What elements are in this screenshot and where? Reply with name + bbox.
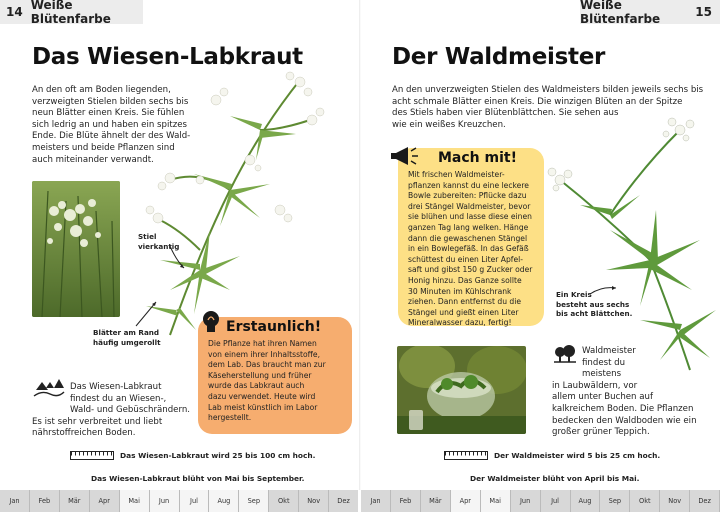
intro-line: An den unverzweigten Stielen des Waldmeisters bilden jeweils sechs bis	[392, 85, 704, 95]
activity-line: schüttest du einen Liter Apfel-	[408, 254, 524, 264]
intro-line: verzweigten Stielen bilden sechs bis	[32, 96, 189, 107]
habitat-line: meistens	[582, 369, 622, 380]
fact-line: wurde das Labkraut auch	[208, 381, 305, 391]
intro-line: auch miteinander verwandt.	[32, 154, 154, 165]
activity-line: 30 Minuten im Kühlschrank	[408, 286, 512, 296]
fact-line: von einem ihrer Inhaltsstoffe,	[208, 349, 320, 359]
habitat-line: Das Wiesen-Labkraut	[70, 382, 162, 392]
month-cell: Aug	[571, 490, 601, 512]
habitat-text	[552, 346, 697, 439]
page-number: 15	[695, 5, 712, 19]
habitat-line: Waldmeister	[582, 346, 636, 356]
habitat-line: bedecken den Waldboden wie ein	[552, 415, 697, 426]
activity-line: Mineralwasser dazu, fertig!	[408, 318, 512, 328]
intro-line: An den oft am Boden liegenden,	[32, 85, 171, 95]
month-cell: Sep	[239, 490, 269, 512]
intro-line: sich ledrig an und haben ein spitzes	[32, 119, 187, 130]
label-line: Blätter am Rand	[93, 328, 160, 337]
bedstraw-illustration	[140, 70, 330, 340]
month-cell: Jul	[180, 490, 210, 512]
intro-line: neun Blätter einen Kreis. Sie fühlen	[32, 108, 185, 119]
size-info	[444, 451, 660, 460]
month-cell: Apr	[90, 490, 120, 512]
fact-line: Lab meist künstlich im Labor	[208, 402, 318, 412]
activity-line: Mit frischen Waldmeister-	[408, 170, 505, 179]
label-line: vierkantig	[138, 241, 180, 251]
month-cell: Feb	[391, 490, 421, 512]
month-cell: Mär	[60, 490, 90, 512]
activity-line: pflanzen kannst du eine leckere	[408, 180, 529, 190]
habitat-line: Es ist sehr verbreitet und liebt	[32, 416, 163, 427]
fact-line: dem Lab. Das braucht man zur	[208, 360, 326, 370]
activity-line: Stängel und gießt einen Liter	[408, 307, 519, 317]
month-cell: Feb	[30, 490, 60, 512]
ruler-icon	[444, 451, 488, 460]
label-line: besteht aus sechs	[556, 299, 630, 309]
activity-line: in ein Bowlegefäß. In das Gefäß	[408, 244, 529, 254]
fact-line: hergestellt.	[208, 413, 252, 423]
month-cell: Okt	[630, 490, 660, 512]
pointer-arrow-icon	[134, 298, 160, 328]
activity-line: sie blühen und lasse diese einen	[408, 212, 532, 222]
habitat-text	[32, 382, 190, 440]
label-line: häufig umgerollt	[93, 337, 161, 347]
running-head-text: Weiße Blütenfarbe	[30, 0, 111, 26]
page-title: Das Wiesen-Labkraut	[32, 44, 303, 70]
intro-line: wie ein weißes Kreuzchen.	[392, 119, 506, 130]
fact-line: Käseherstellung und früher	[208, 370, 312, 380]
label-line: Stiel	[138, 232, 157, 241]
label-line: bis acht Blättchen.	[556, 309, 633, 318]
habitat-line: findest du an Wiesen-,	[70, 393, 167, 404]
bloom-calendar	[0, 490, 720, 512]
lightbulb-icon	[200, 308, 222, 336]
page-title: Der Waldmeister	[392, 44, 606, 70]
intro-line: des Stiels haben vier Blütenblättchen. Sie sehen aus	[392, 108, 619, 119]
ruler-icon	[70, 451, 114, 460]
month-cell: Dez	[690, 490, 720, 512]
habitat-line: großer grüner Teppich.	[552, 427, 650, 438]
running-head-text: Weiße Blütenfarbe	[580, 0, 661, 26]
month-cell: Okt	[269, 490, 299, 512]
size-info	[70, 451, 315, 460]
running-head-right	[580, 0, 720, 24]
month-cell: Mai	[481, 490, 511, 512]
bedstraw-photo	[32, 181, 120, 317]
activity-line: dann die gewaschenen Stängel	[408, 233, 528, 243]
right-page	[360, 0, 720, 512]
intro-line: Ende. Die Blüte ähnelt der des Wald-	[32, 131, 191, 142]
month-cell: Jan	[361, 490, 391, 512]
habitat-line: in Laubwäldern, vor	[552, 380, 638, 391]
month-cell: Jul	[541, 490, 571, 512]
month-cell: Aug	[209, 490, 239, 512]
month-cell: Mai	[120, 490, 150, 512]
page-number: 14	[6, 5, 23, 19]
size-text: Das Wiesen-Labkraut wird 25 bis 100 cm hoch.	[120, 451, 316, 460]
activity-line: ziehen. Dann entfernst du die	[408, 297, 522, 307]
megaphone-icon	[390, 144, 420, 170]
activity-box-title: Mach mit!	[438, 150, 517, 166]
label-leaves	[93, 328, 161, 347]
pointer-arrow-icon	[168, 244, 186, 272]
habitat-line: allem unter Buchen auf	[552, 392, 653, 403]
fact-line: dazu verwendet. Heute wird	[208, 391, 316, 401]
month-cell: Jan	[0, 490, 30, 512]
activity-line: saft und gibst 150 g Zucker oder	[408, 265, 533, 275]
habitat-line: Wald- und Gebüschrändern.	[70, 405, 191, 416]
month-cell: Sep	[600, 490, 630, 512]
woodruff-illustration	[540, 110, 720, 380]
fact-line: Die Pflanze hat ihren Namen	[208, 339, 317, 348]
fact-box-title: Erstaunlich!	[226, 319, 322, 335]
activity-line: Bowle zubereiten: Pflücke dazu	[408, 191, 527, 201]
habitat-line: nährstoffreichen Boden.	[32, 428, 136, 439]
pointer-arrow-icon	[588, 284, 618, 296]
month-cell: Jun	[511, 490, 541, 512]
intro-line: meisters und beide Pflanzen sind	[32, 142, 175, 153]
label-line: Ein Kreis	[556, 290, 592, 299]
month-cell: Mär	[421, 490, 451, 512]
habitat-line: kalkreichem Boden. Die Pflanzen	[552, 403, 694, 414]
activity-box	[398, 148, 544, 326]
size-text: Der Waldmeister wird 5 bis 25 cm hoch.	[494, 451, 661, 460]
activity-line: drei Stängel Waldmeister, bevor	[408, 201, 531, 211]
month-cell: Nov	[660, 490, 690, 512]
bowle-photo	[397, 346, 526, 434]
month-cell: Apr	[451, 490, 481, 512]
intro-line: acht schmale Blätter einen Kreis. Die winzigen Blüten an der Spitze	[392, 96, 683, 107]
activity-line: Honig hinzu. Das Ganze sollte	[408, 275, 522, 285]
month-cell: Nov	[299, 490, 329, 512]
bloom-text: Der Waldmeister blüht von April bis Mai.	[470, 474, 640, 483]
bloom-text: Das Wiesen-Labkraut blüht von Mai bis September.	[91, 474, 305, 483]
activity-line: ganzen Tag lang welken. Hänge	[408, 222, 529, 232]
month-cell: Jun	[150, 490, 180, 512]
month-cell: Dez	[329, 490, 361, 512]
running-head-left	[0, 0, 143, 24]
habitat-line: findest du	[582, 357, 626, 368]
